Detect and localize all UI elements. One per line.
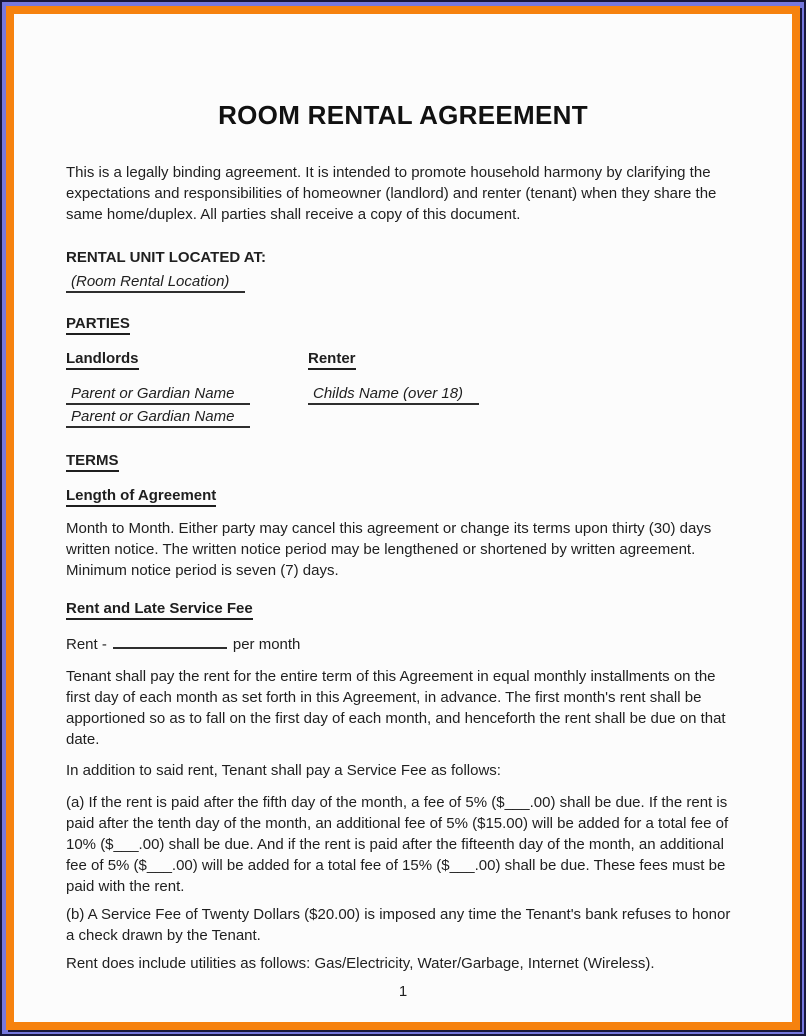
document-title: ROOM RENTAL AGREEMENT <box>218 100 588 130</box>
rental-unit-location-line <box>66 271 740 293</box>
service-fee-intro: In addition to said rent, Tenant shall pay a Service Fee as follows: <box>66 762 501 779</box>
parties-columns <box>66 348 740 429</box>
renter-name-blank: Childs Name (over 18) <box>308 386 479 405</box>
landlord-name-blank-1: Parent or Gardian Name <box>66 386 250 405</box>
rental-unit-heading: RENTAL UNIT LOCATED AT: <box>66 249 266 266</box>
document-page <box>6 6 800 1030</box>
document-content <box>14 14 792 1022</box>
rent-amount-blank <box>113 633 227 649</box>
rent-suffix: per month <box>232 636 301 653</box>
rent-paragraph: Tenant shall pay the rent for the entire term of this Agreement in equal monthly installments on the first day of each month as set forth in this Agreement, in advance. The first month's rent shall be apportioned so as to fall on the first day of each month, and henceforth the rent shall be due on that date. <box>66 668 726 748</box>
rent-prefix: Rent - <box>66 636 107 653</box>
rental-unit-section <box>66 247 740 293</box>
intro-paragraph: This is a legally binding agreement. It is intended to promote household harmony by clarifying the expectations and responsibilities of homeowner (landlord) and renter (tenant) when they share the same home/duplex. All parties shall receive a copy of this document. <box>66 164 717 223</box>
page-number: 1 <box>398 983 408 1000</box>
renter-name-line <box>308 383 740 405</box>
renter-heading: Renter <box>308 348 740 370</box>
parties-heading: PARTIES <box>66 313 740 335</box>
landlord-name-blank-2: Parent or Gardian Name <box>66 409 250 428</box>
rent-amount-line <box>66 633 740 655</box>
renter-column <box>308 348 740 429</box>
length-of-agreement-heading: Length of Agreement <box>66 485 740 507</box>
landlord-name-line-2 <box>66 406 308 428</box>
length-of-agreement-paragraph: Month to Month. Either party may cancel this agreement or change its terms upon thirty (30) days written notice. The written notice period may be lengthened or shortened by written agreement. Minimum notice period is seven (7) days. <box>66 520 712 579</box>
rental-unit-location-blank: (Room Rental Location) <box>66 274 245 293</box>
landlords-heading: Landlords <box>66 348 308 370</box>
clause-b-paragraph: (b) A Service Fee of Twenty Dollars ($20.00) is imposed any time the Tenant's bank refuses to honor a check drawn by the Tenant. <box>66 906 731 944</box>
terms-heading: TERMS <box>66 450 740 472</box>
clause-a-paragraph: (a) If the rent is paid after the fifth day of the month, a fee of 5% ($___.00) shall be due. If the rent is paid after the tenth day of the month, an additional fee of 5% ($15.00) will be added for a total fee of 10% ($___.00) shall be due. And if the rent is paid after the fifteenth day of the month, an additional fee of 5% ($___.00) will be added for a total fee of 15% ($___.00) shall be due. These fees must be paid with the rent. <box>66 794 729 895</box>
utilities-paragraph: Rent does include utilities as follows: Gas/Electricity, Water/Garbage, Internet (Wireless). <box>66 955 655 972</box>
landlords-column <box>66 348 308 429</box>
rent-fee-heading: Rent and Late Service Fee <box>66 598 740 620</box>
landlord-name-line-1 <box>66 383 308 405</box>
